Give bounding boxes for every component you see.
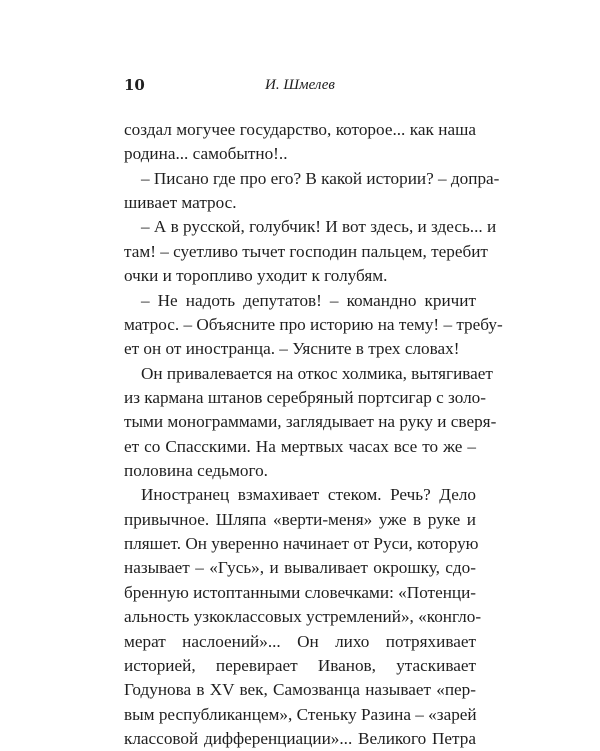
text-line: создал могучее государство, которое... как наша xyxy=(124,120,476,139)
text-line: матрос. – Объясните про историю на тему! – требу- xyxy=(124,314,503,334)
text-line: вым республиканцем», Стеньку Разина – «зарей xyxy=(124,704,477,724)
text-line: – Писано где про его? В какой истории? – допра- xyxy=(141,168,500,188)
text-line: альность узкоклассовых устремлений», «конгло- xyxy=(124,607,482,627)
text-line: ет со Спасскими. На мертвых часах все то же – xyxy=(124,436,476,456)
text-line: там! – суетливо тычет господин пальцем, теребит xyxy=(124,241,488,261)
body-text xyxy=(124,118,503,751)
running-head xyxy=(124,74,476,96)
text-line: называет – «Гусь», и вываливает окрошку, сдо- xyxy=(124,558,476,578)
text-line: шивает матрос. xyxy=(124,193,237,213)
text-line: классовой дифференциации»... Великого Петра xyxy=(124,728,476,748)
text-line: привычное. Шляпа «верти-меня» уже в руке и xyxy=(124,509,476,529)
text-line: родина... самобытно!.. xyxy=(124,144,288,164)
text-line: бренную истоптанными словечками: «Потенци- xyxy=(124,582,477,602)
text-line: Он привалевается на откос холмика, вытягивает xyxy=(141,363,493,383)
text-line: – Не надоть депутатов! – командно кричит xyxy=(141,290,476,310)
running-title: И. Шмелев xyxy=(265,77,335,93)
text-line: тыми монограммами, заглядывает на руку и сверя- xyxy=(124,412,497,432)
text-line: из кармана штанов серебряный портсигар с золо- xyxy=(124,387,486,407)
text-line: мерат наслоений»... Он лихо потряхивает xyxy=(124,631,476,651)
page-number: 10 xyxy=(124,76,145,94)
text-line: историей, перевирает Иванов, утаскивает xyxy=(124,655,476,675)
text-line: Годунова в XV век, Самозванца называет «пер- xyxy=(124,680,476,700)
text-line: пляшет. Он уверенно начинает от Руси, которую xyxy=(124,534,479,554)
text-line: половина седьмого. xyxy=(124,461,268,481)
text-line: ет он от иностранца. – Уясните в трех словах! xyxy=(124,339,460,359)
text-line: – А в русской, голубчик! И вот здесь, и здесь... и xyxy=(141,217,497,237)
text-line: Иностранец взмахивает стеком. Речь? Дело xyxy=(141,485,476,505)
text-line: очки и торопливо уходит к голубям. xyxy=(124,266,388,286)
